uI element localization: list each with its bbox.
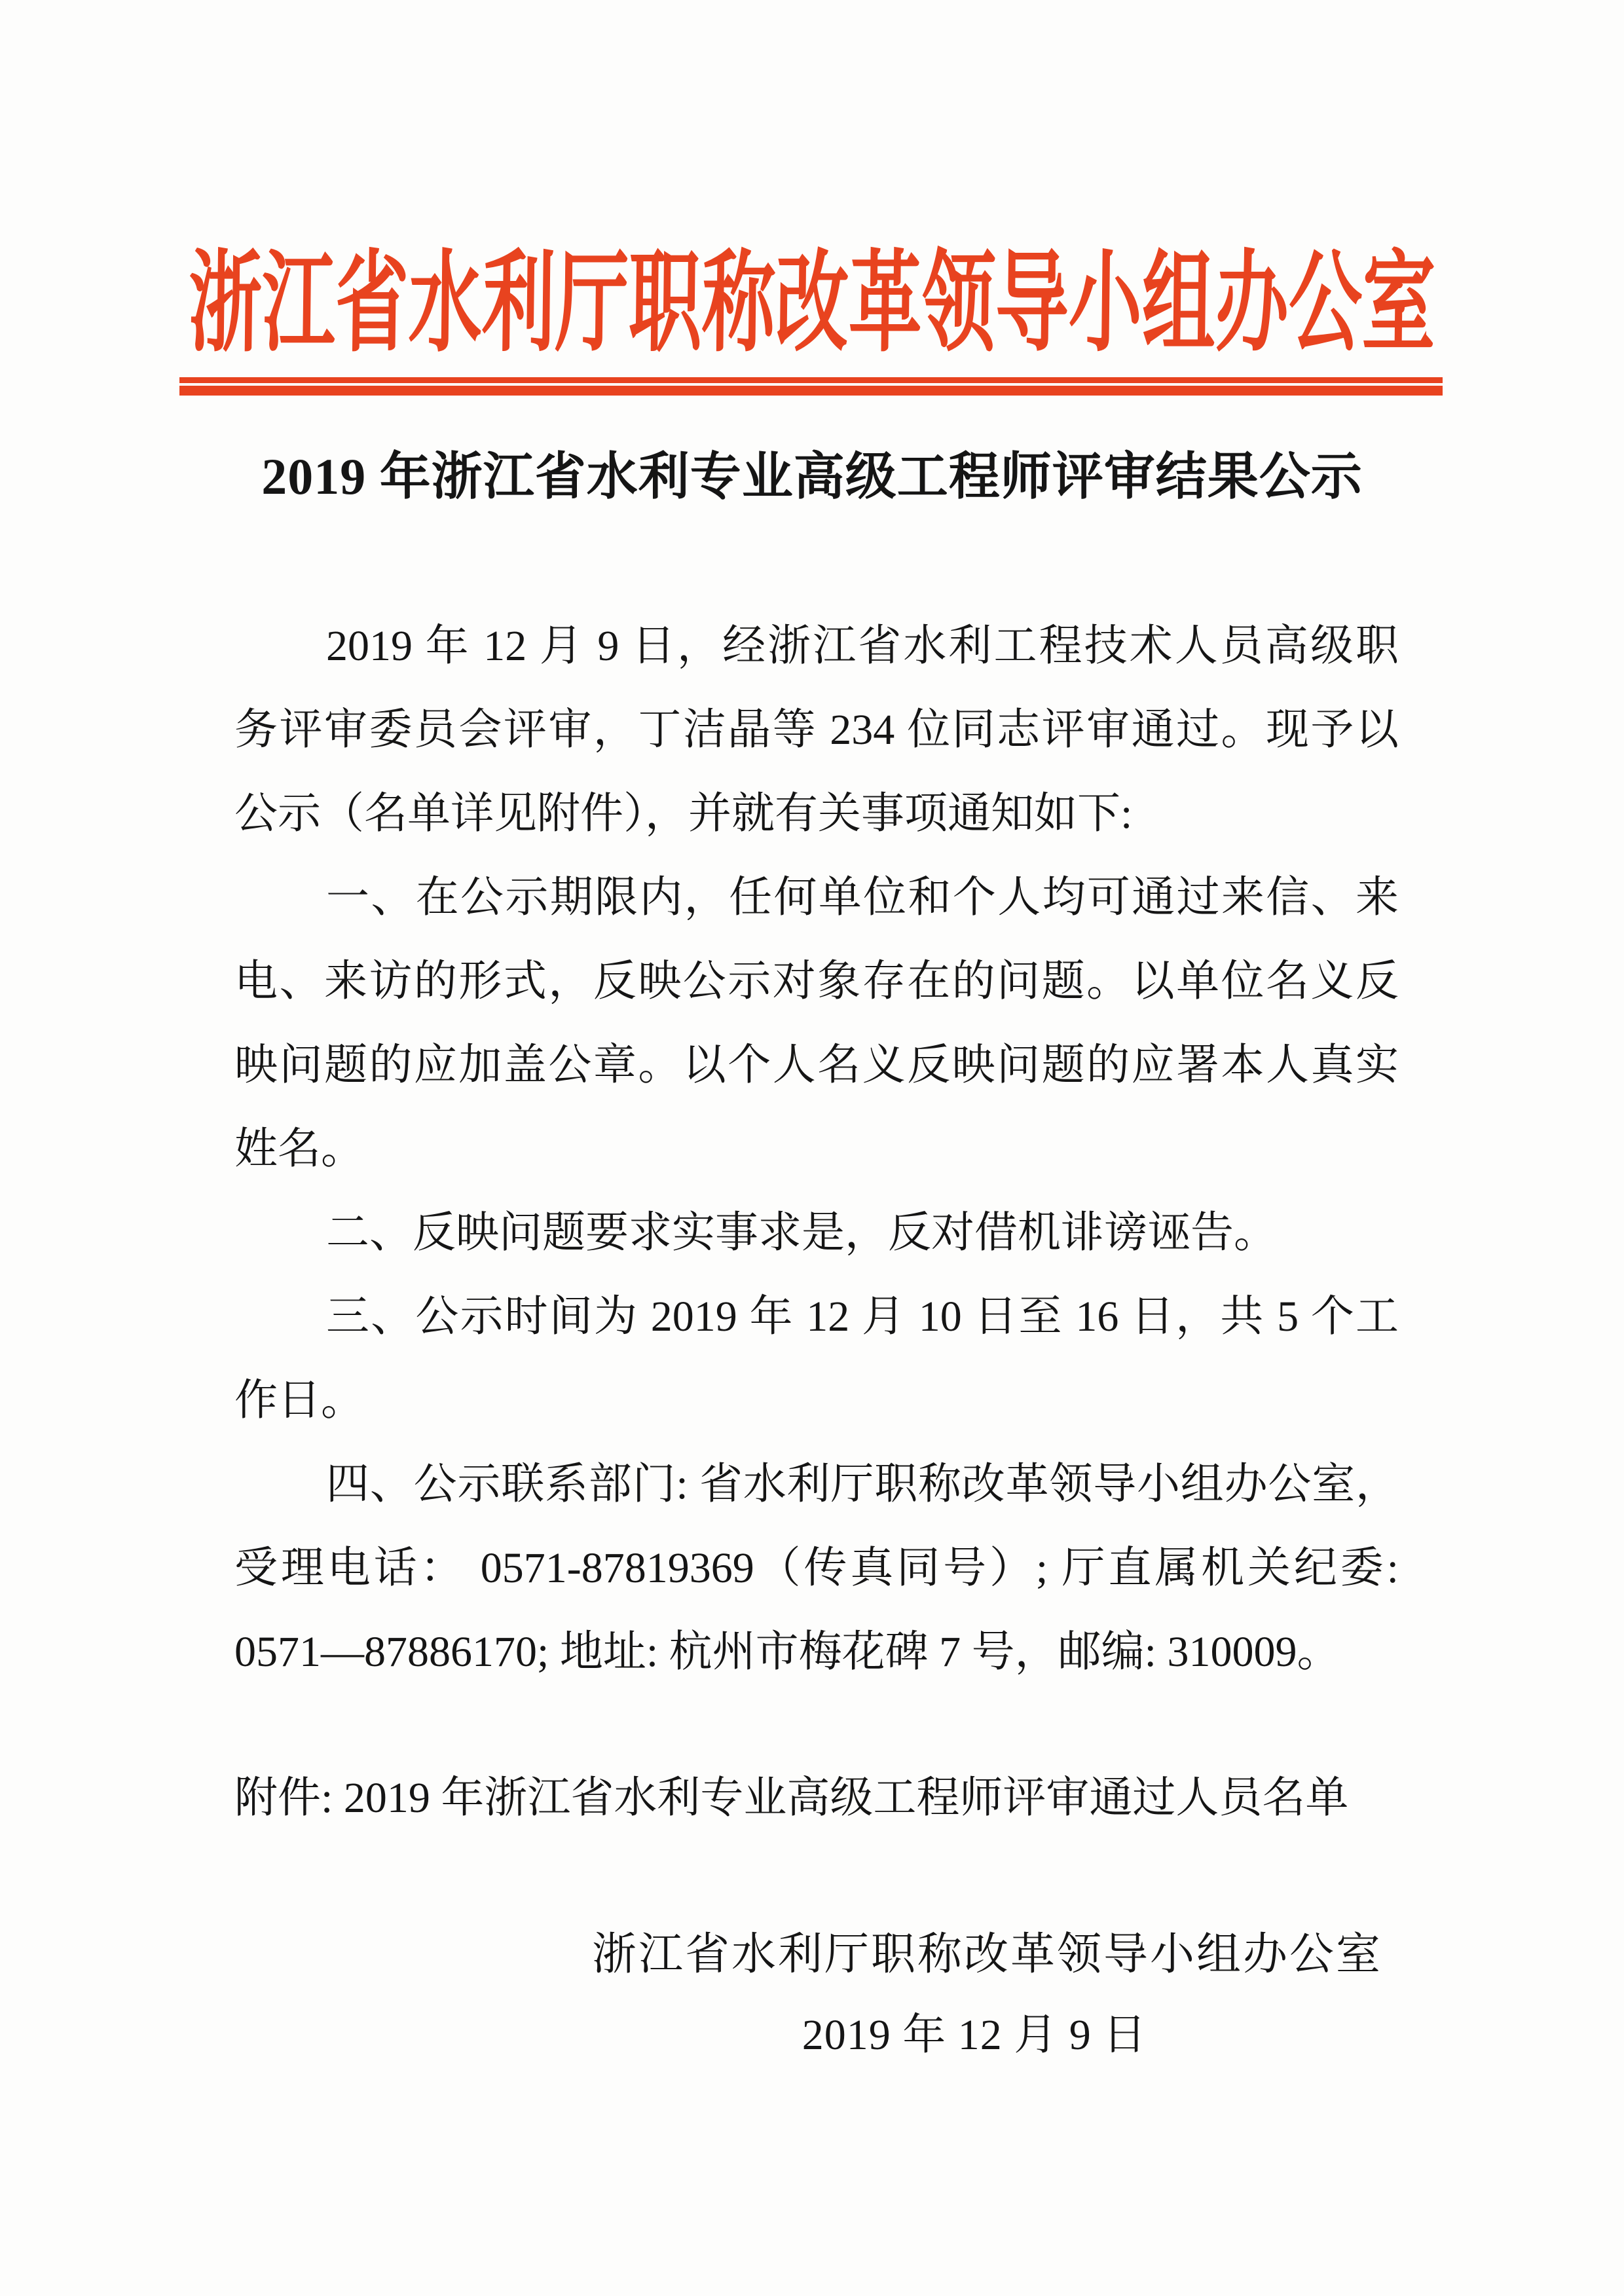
body-line-13: 0571—87886170; 地址: 杭州市梅花碑 7 号，邮编: 310009。 (234, 1628, 1340, 1676)
letterhead (0, 244, 1624, 365)
body-line-6: 映问题的应加盖公章。以个人名义反映问题的应署本人真实 (234, 1041, 1399, 1089)
letterhead-org-name: 浙江省水利厅职称改革领导小组办公室 (187, 244, 1437, 365)
document-title: 2019 年浙江省水利专业高级工程师评审结果公示 (261, 448, 1363, 505)
body-line-4: 一、在公示期限内，任何单位和个人均可通过来信、来 (326, 874, 1399, 921)
body-line-9: 三、公示时间为 2019 年 12 月 10 日至 16 日，共 5 个工 (326, 1293, 1399, 1341)
body-line-2: 务评审委员会评审，丁洁晶等 234 位同志评审通过。现予以 (234, 706, 1399, 754)
body-line-3: 公示（名单详见附件），并就有关事项通知如下: (234, 790, 1133, 838)
signature-org: 浙江省水利厅职称改革领导小组办公室 (591, 1929, 1382, 1979)
attachment-line: 附件: 2019 年浙江省水利专业高级工程师评审通过人员名单 (234, 1774, 1349, 1822)
body-line-7: 姓名。 (234, 1125, 364, 1173)
body-line-10: 作日。 (234, 1377, 364, 1424)
body-line-1: 2019 年 12 月 9 日，经浙江省水利工程技术人员高级职 (326, 622, 1399, 670)
divider-thin-line (179, 377, 1443, 383)
body-line-5: 电、来访的形式，反映公示对象存在的问题。以单位名义反 (234, 957, 1399, 1005)
document-body (234, 604, 1399, 1694)
body-line-11: 四、公示联系部门: 省水利厅职称改革领导小组办公室， (326, 1460, 1399, 1508)
body-line-12: 受理电话： 0571-87819369（传真同号）; 厅直属机关纪委: (234, 1544, 1399, 1592)
signature-date: 2019 年 12 月 9 日 (802, 2011, 1147, 2059)
letterhead-divider (179, 377, 1443, 396)
divider-thick-line (179, 386, 1443, 396)
body-line-8: 二、反映问题要求实事求是，反对借机诽谤诬告。 (326, 1209, 1277, 1257)
